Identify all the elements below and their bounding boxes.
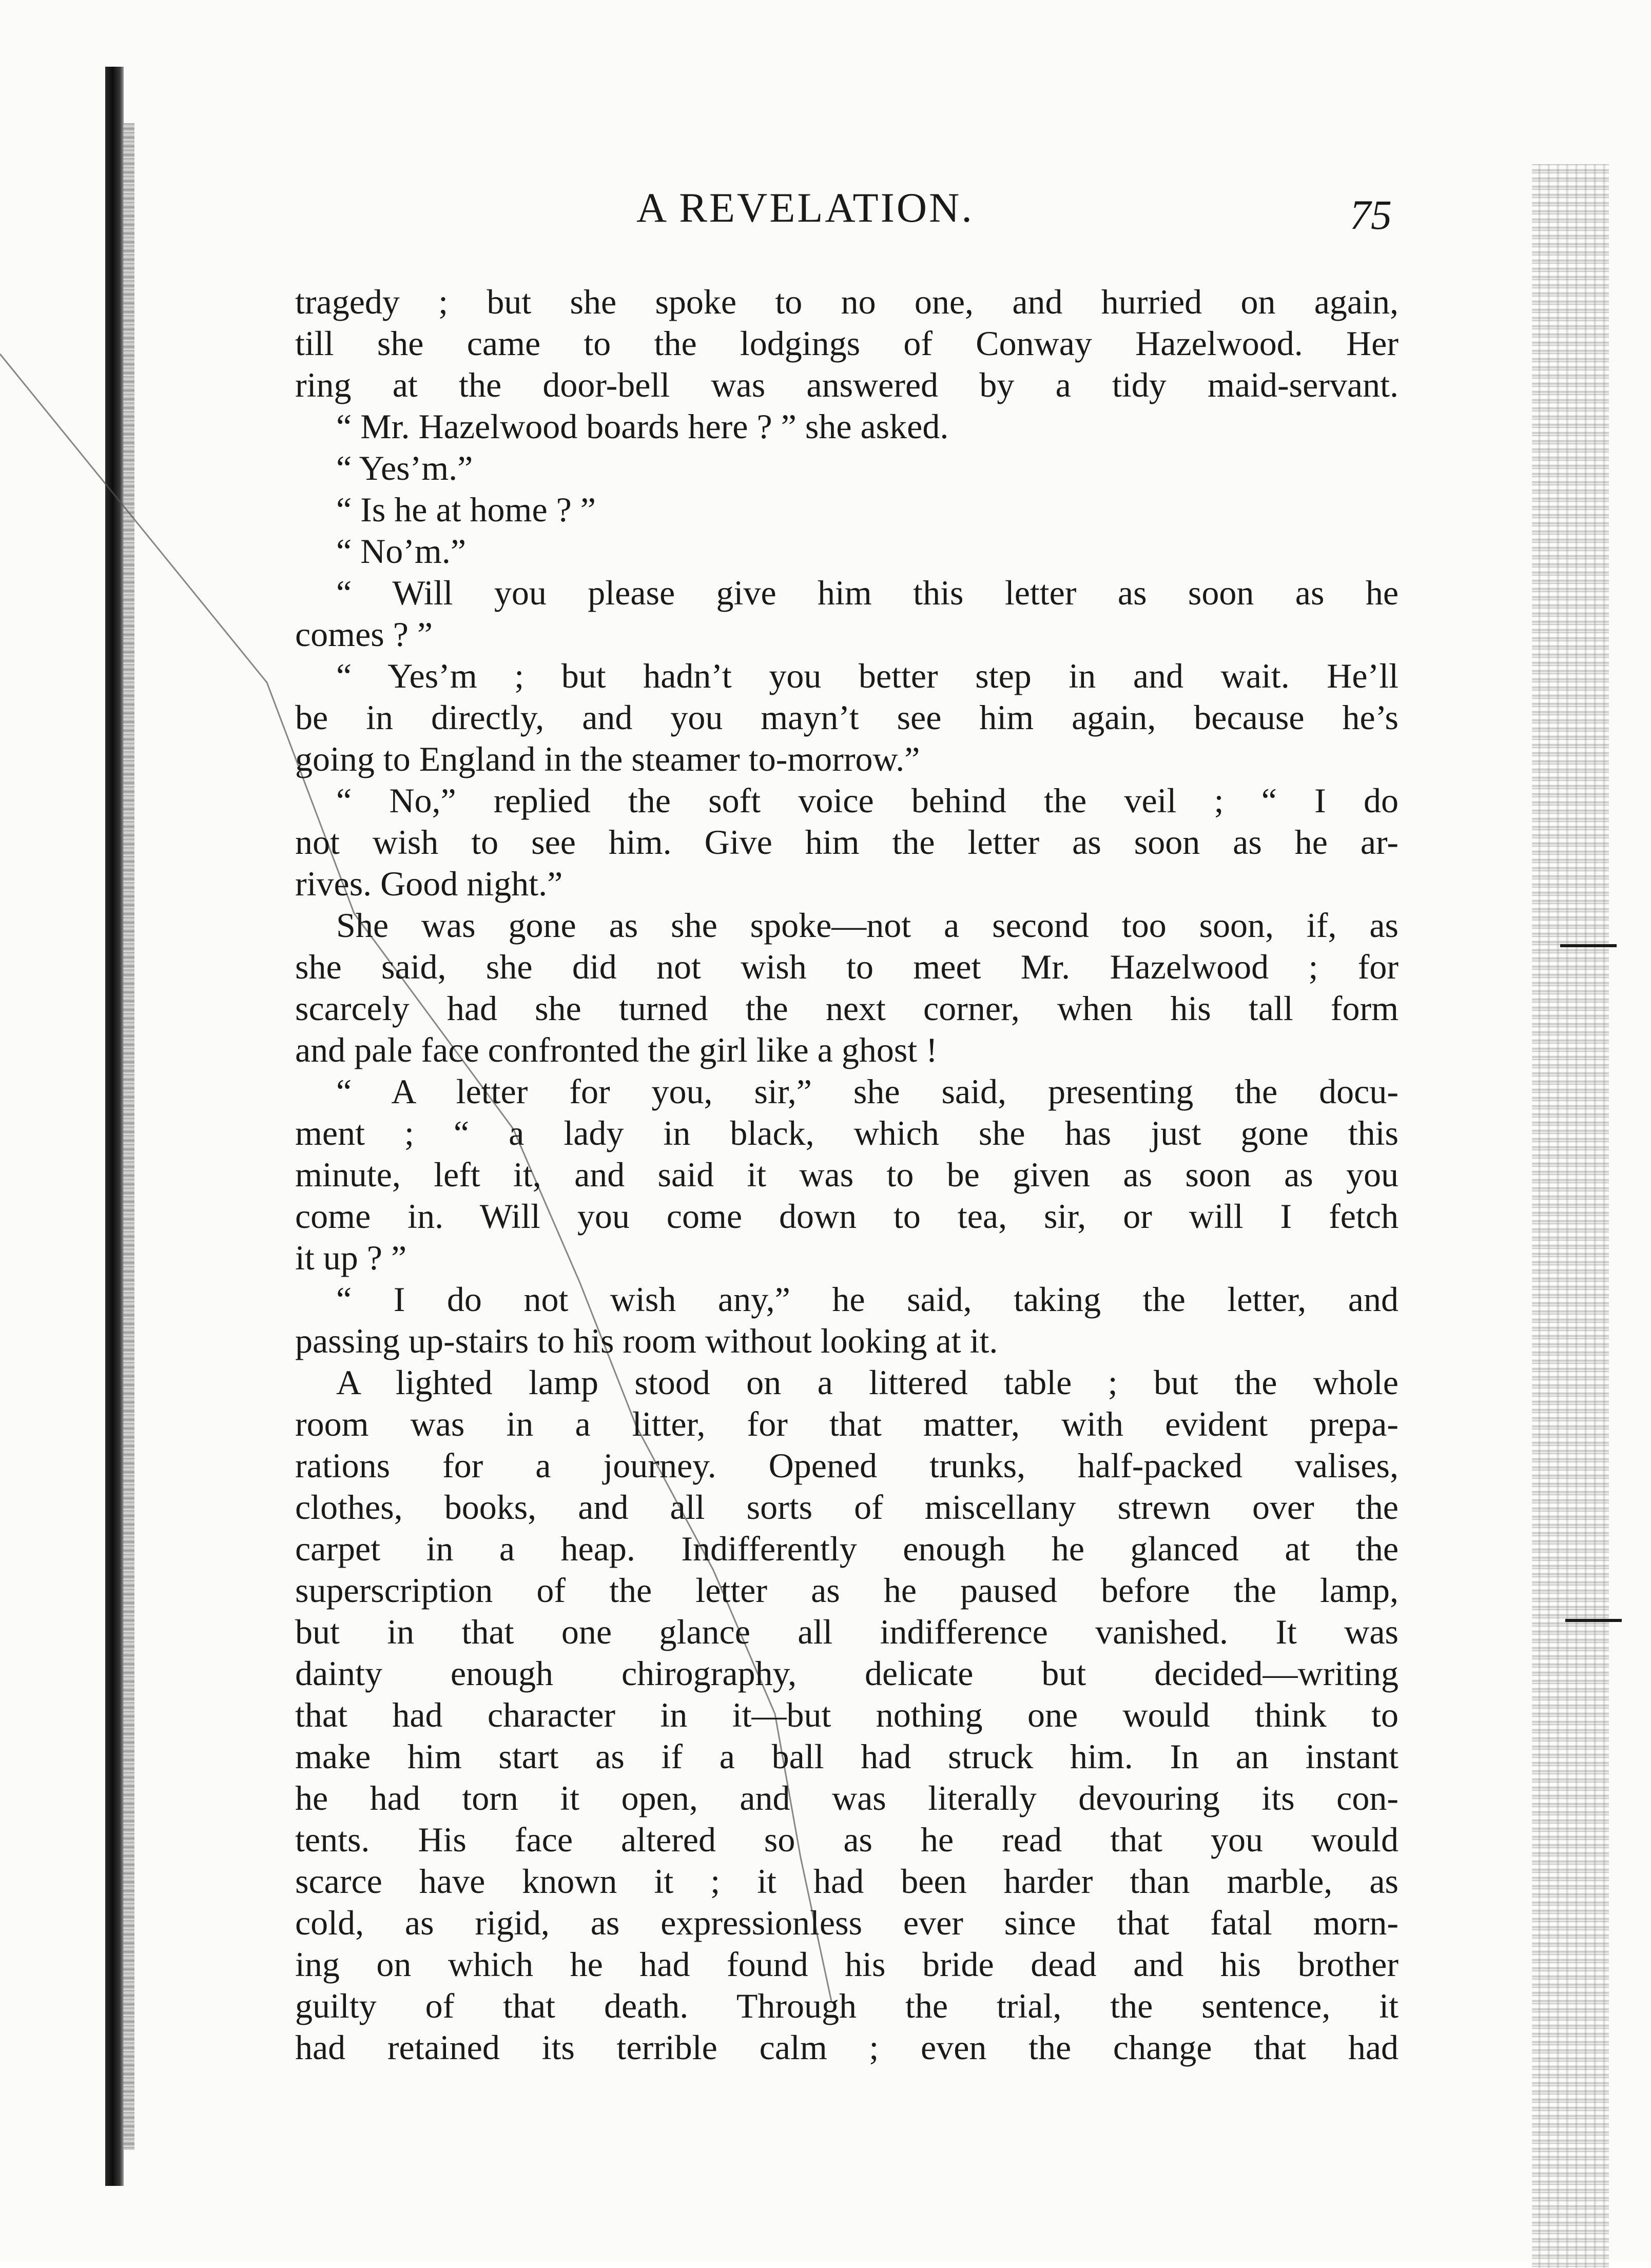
text-line: A lighted lamp stood on a littered table ; but the whole [336,1363,1399,1402]
text-line: carpet in a heap. Indifferently enough he glanced at the [295,1529,1399,1568]
text-line: tragedy ; but she spoke to no one, and hurried on again, [295,282,1399,321]
text-line: minute, left it, and said it was to be given as soon as you [295,1155,1399,1194]
text-line: “ Mr. Hazelwood boards here ? ” she asked. [336,407,949,446]
text-line: come in. Will you come down to tea, sir, or will I fetch [295,1197,1399,1236]
text-line: “ Will you please give him this letter as soon as he [336,573,1399,612]
running-head: A REVELATION. [636,184,974,231]
text-line: tents. His face altered so as he read that you would [295,1820,1399,1859]
text-line: but in that one glance all indifference vanished. It was [295,1612,1399,1651]
text-line: “ Yes’m.” [336,448,473,487]
text-line: “ No,” replied the soft voice behind the veil ; “ I do [336,781,1399,820]
text-line: guilty of that death. Through the trial, the sentence, it [295,1986,1399,2025]
text-line: she said, she did not wish to meet Mr. Hazelwood ; for [295,947,1399,986]
text-line: ring at the door-bell was answered by a tidy maid-servant. [295,365,1399,404]
text-line: “ I do not wish any,” he said, taking the letter, and [336,1280,1399,1319]
text-line: rives. Good night.” [295,864,563,903]
text-line: till she came to the lodgings of Conway Hazelwood. Her [295,324,1399,363]
text-line: cold, as rigid, as expressionless ever since that fatal morn- [295,1903,1399,1942]
text-line: She was gone as she spoke—not a second too soon, if, as [336,906,1399,945]
book-binding-shadow [105,67,124,2186]
text-line: not wish to see him. Give him the letter as soon as he ar- [295,823,1399,862]
text-line: that had character in it—but nothing one would think to [295,1695,1399,1734]
text-line: ment ; “ a lady in black, which she has just gone this [295,1113,1399,1152]
binding-edge-texture [123,123,134,2150]
text-line: he had torn it open, and was literally devouring its con- [295,1778,1399,1817]
text-line: make him start as if a ball had struck him. In an instant [295,1737,1399,1776]
text-line: room was in a litter, for that matter, with evident prepa- [295,1404,1399,1443]
text-line: dainty enough chirography, delicate but decided—writing [295,1654,1399,1693]
text-line: scarce have known it ; it had been harder than marble, as [295,1862,1399,1901]
text-line: “ A letter for you, sir,” she said, presenting the docu- [336,1072,1399,1111]
text-line: clothes, books, and all sorts of miscellany strewn over the [295,1488,1399,1527]
text-line: “ No’m.” [336,532,467,571]
body-text [295,281,1399,2068]
text-line: ing on which he had found his bride dead and his brother [295,1945,1399,1984]
text-line: going to England in the steamer to-morrow.” [295,739,920,778]
text-line: passing up-stairs to his room without looking at it. [295,1321,998,1360]
page-number: 75 [1350,191,1392,238]
text-line: it up ? ” [295,1238,407,1277]
adjacent-page-edge [1532,164,1609,2268]
text-line: “ Is he at home ? ” [336,490,596,529]
text-line: and pale face confronted the girl like a ghost ! [295,1030,938,1069]
text-line: superscription of the letter as he paused before the lamp, [295,1571,1399,1610]
edge-mark [1565,1619,1622,1622]
text-line: rations for a journey. Opened trunks, half-packed valises, [295,1446,1399,1485]
text-line: had retained its terrible calm ; even the change that had [295,2028,1399,2067]
text-line: comes ? ” [295,615,433,654]
edge-mark [1560,944,1617,947]
text-line: “ Yes’m ; but hadn’t you better step in and wait. He’ll [336,656,1399,695]
text-line: scarcely had she turned the next corner, when his tall form [295,989,1399,1028]
text-line: be in directly, and you mayn’t see him again, because he’s [295,698,1399,737]
